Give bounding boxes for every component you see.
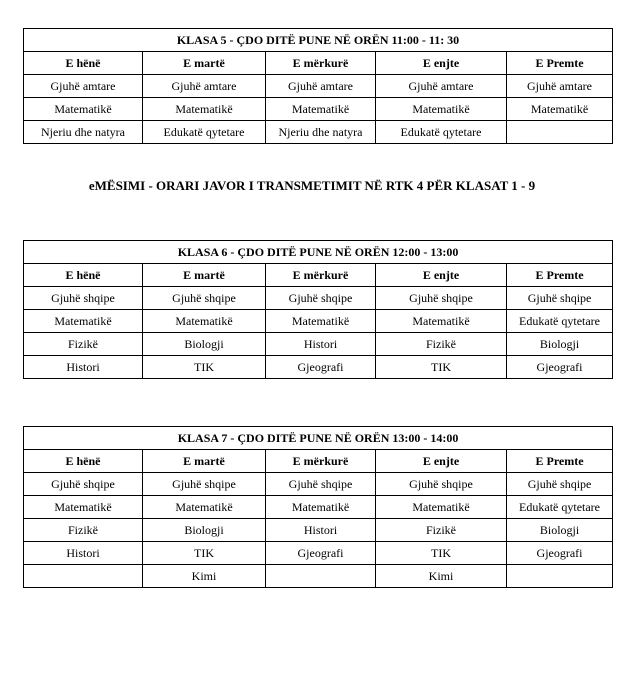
subject-cell: Matematikë	[376, 310, 507, 333]
table-row	[24, 565, 613, 588]
subject-cell: Fizikë	[376, 519, 507, 542]
schedule-table-klasa-6	[23, 240, 613, 379]
subject-cell: TIK	[376, 356, 507, 379]
subject-cell: Gjuhë shqipe	[507, 287, 613, 310]
day-header: E hënë	[24, 450, 143, 473]
subject-cell	[24, 565, 143, 588]
table-title: KLASA 6 - ÇDO DITË PUNE NË ORËN 12:00 - 13:00	[24, 241, 613, 264]
subject-cell: Gjuhë amtare	[143, 75, 266, 98]
subject-cell: TIK	[376, 542, 507, 565]
schedule-table-klasa-7	[23, 426, 613, 588]
subject-cell: Kimi	[376, 565, 507, 588]
subject-cell: Matematikë	[24, 98, 143, 121]
table-row	[24, 310, 613, 333]
table-row	[24, 542, 613, 565]
subject-cell: Edukatë qytetare	[507, 496, 613, 519]
subject-cell: Gjuhë amtare	[24, 75, 143, 98]
subject-cell: Njeriu dhe natyra	[266, 121, 376, 144]
day-header: E hënë	[24, 52, 143, 75]
day-header: E mërkurë	[266, 52, 376, 75]
subject-cell: Matematikë	[24, 496, 143, 519]
subject-cell: Biologji	[143, 333, 266, 356]
page-heading: eMËSIMI - ORARI JAVOR I TRANSMETIMIT NË RTK 4 PËR KLASAT 1 - 9	[88, 178, 536, 193]
table-row	[24, 333, 613, 356]
table-row	[24, 121, 613, 144]
day-header: E Premte	[507, 52, 613, 75]
subject-cell: Matematikë	[143, 496, 266, 519]
subject-cell: Gjeografi	[507, 356, 613, 379]
subject-cell: Gjeografi	[507, 542, 613, 565]
day-header-row	[24, 450, 613, 473]
day-header: E enjte	[376, 52, 507, 75]
subject-cell: Matematikë	[266, 310, 376, 333]
subject-cell: Gjeografi	[266, 356, 376, 379]
subject-cell: Matematikë	[376, 98, 507, 121]
subject-cell: Gjuhë amtare	[266, 75, 376, 98]
day-header: E Premte	[507, 450, 613, 473]
day-header: E hënë	[24, 264, 143, 287]
subject-cell: Edukatë qytetare	[143, 121, 266, 144]
subject-cell: Gjuhë shqipe	[266, 287, 376, 310]
subject-cell: Histori	[266, 333, 376, 356]
day-header: E martë	[143, 52, 266, 75]
subject-cell: Matematikë	[507, 98, 613, 121]
subject-cell: Gjuhë amtare	[376, 75, 507, 98]
day-header: E martë	[143, 264, 266, 287]
subject-cell: Edukatë qytetare	[507, 310, 613, 333]
table-row	[24, 98, 613, 121]
table-row	[24, 75, 613, 98]
subject-cell: Biologji	[143, 519, 266, 542]
day-header-row	[24, 52, 613, 75]
subject-cell: Njeriu dhe natyra	[24, 121, 143, 144]
table-row	[24, 287, 613, 310]
day-header: E Premte	[507, 264, 613, 287]
subject-cell: Gjuhë shqipe	[376, 287, 507, 310]
subject-cell: Matematikë	[376, 496, 507, 519]
subject-cell: Biologji	[507, 333, 613, 356]
day-header: E enjte	[376, 450, 507, 473]
day-header-row	[24, 264, 613, 287]
subject-cell: Gjuhë shqipe	[143, 287, 266, 310]
subject-cell: Fizikë	[24, 519, 143, 542]
subject-cell: Matematikë	[143, 98, 266, 121]
subject-cell: Gjuhë shqipe	[507, 473, 613, 496]
subject-cell	[507, 121, 613, 144]
schedule-table-klasa-5	[23, 28, 613, 144]
table-row	[24, 473, 613, 496]
subject-cell: Histori	[266, 519, 376, 542]
subject-cell: Gjuhë shqipe	[376, 473, 507, 496]
day-header: E enjte	[376, 264, 507, 287]
table-row	[24, 496, 613, 519]
subject-cell: Gjuhë shqipe	[24, 473, 143, 496]
subject-cell	[507, 565, 613, 588]
subject-cell	[266, 565, 376, 588]
table-row	[24, 356, 613, 379]
day-header: E mërkurë	[266, 264, 376, 287]
subject-cell: Gjuhë shqipe	[24, 287, 143, 310]
subject-cell: Matematikë	[266, 98, 376, 121]
table-title: KLASA 5 - ÇDO DITË PUNE NË ORËN 11:00 - 11: 30	[24, 29, 613, 52]
subject-cell: Gjuhë shqipe	[143, 473, 266, 496]
table-row	[24, 519, 613, 542]
day-header: E martë	[143, 450, 266, 473]
subject-cell: Gjuhë amtare	[507, 75, 613, 98]
subject-cell: Matematikë	[266, 496, 376, 519]
subject-cell: Histori	[24, 542, 143, 565]
subject-cell: TIK	[143, 356, 266, 379]
subject-cell: Fizikë	[24, 333, 143, 356]
subject-cell: Fizikë	[376, 333, 507, 356]
subject-cell: Biologji	[507, 519, 613, 542]
subject-cell: Gjeografi	[266, 542, 376, 565]
subject-cell: Matematikë	[24, 310, 143, 333]
subject-cell: Matematikë	[143, 310, 266, 333]
subject-cell: Histori	[24, 356, 143, 379]
table-title: KLASA 7 - ÇDO DITË PUNE NË ORËN 13:00 - 14:00	[24, 427, 613, 450]
subject-cell: Gjuhë shqipe	[266, 473, 376, 496]
day-header: E mërkurë	[266, 450, 376, 473]
subject-cell: Kimi	[143, 565, 266, 588]
subject-cell: Edukatë qytetare	[376, 121, 507, 144]
subject-cell: TIK	[143, 542, 266, 565]
